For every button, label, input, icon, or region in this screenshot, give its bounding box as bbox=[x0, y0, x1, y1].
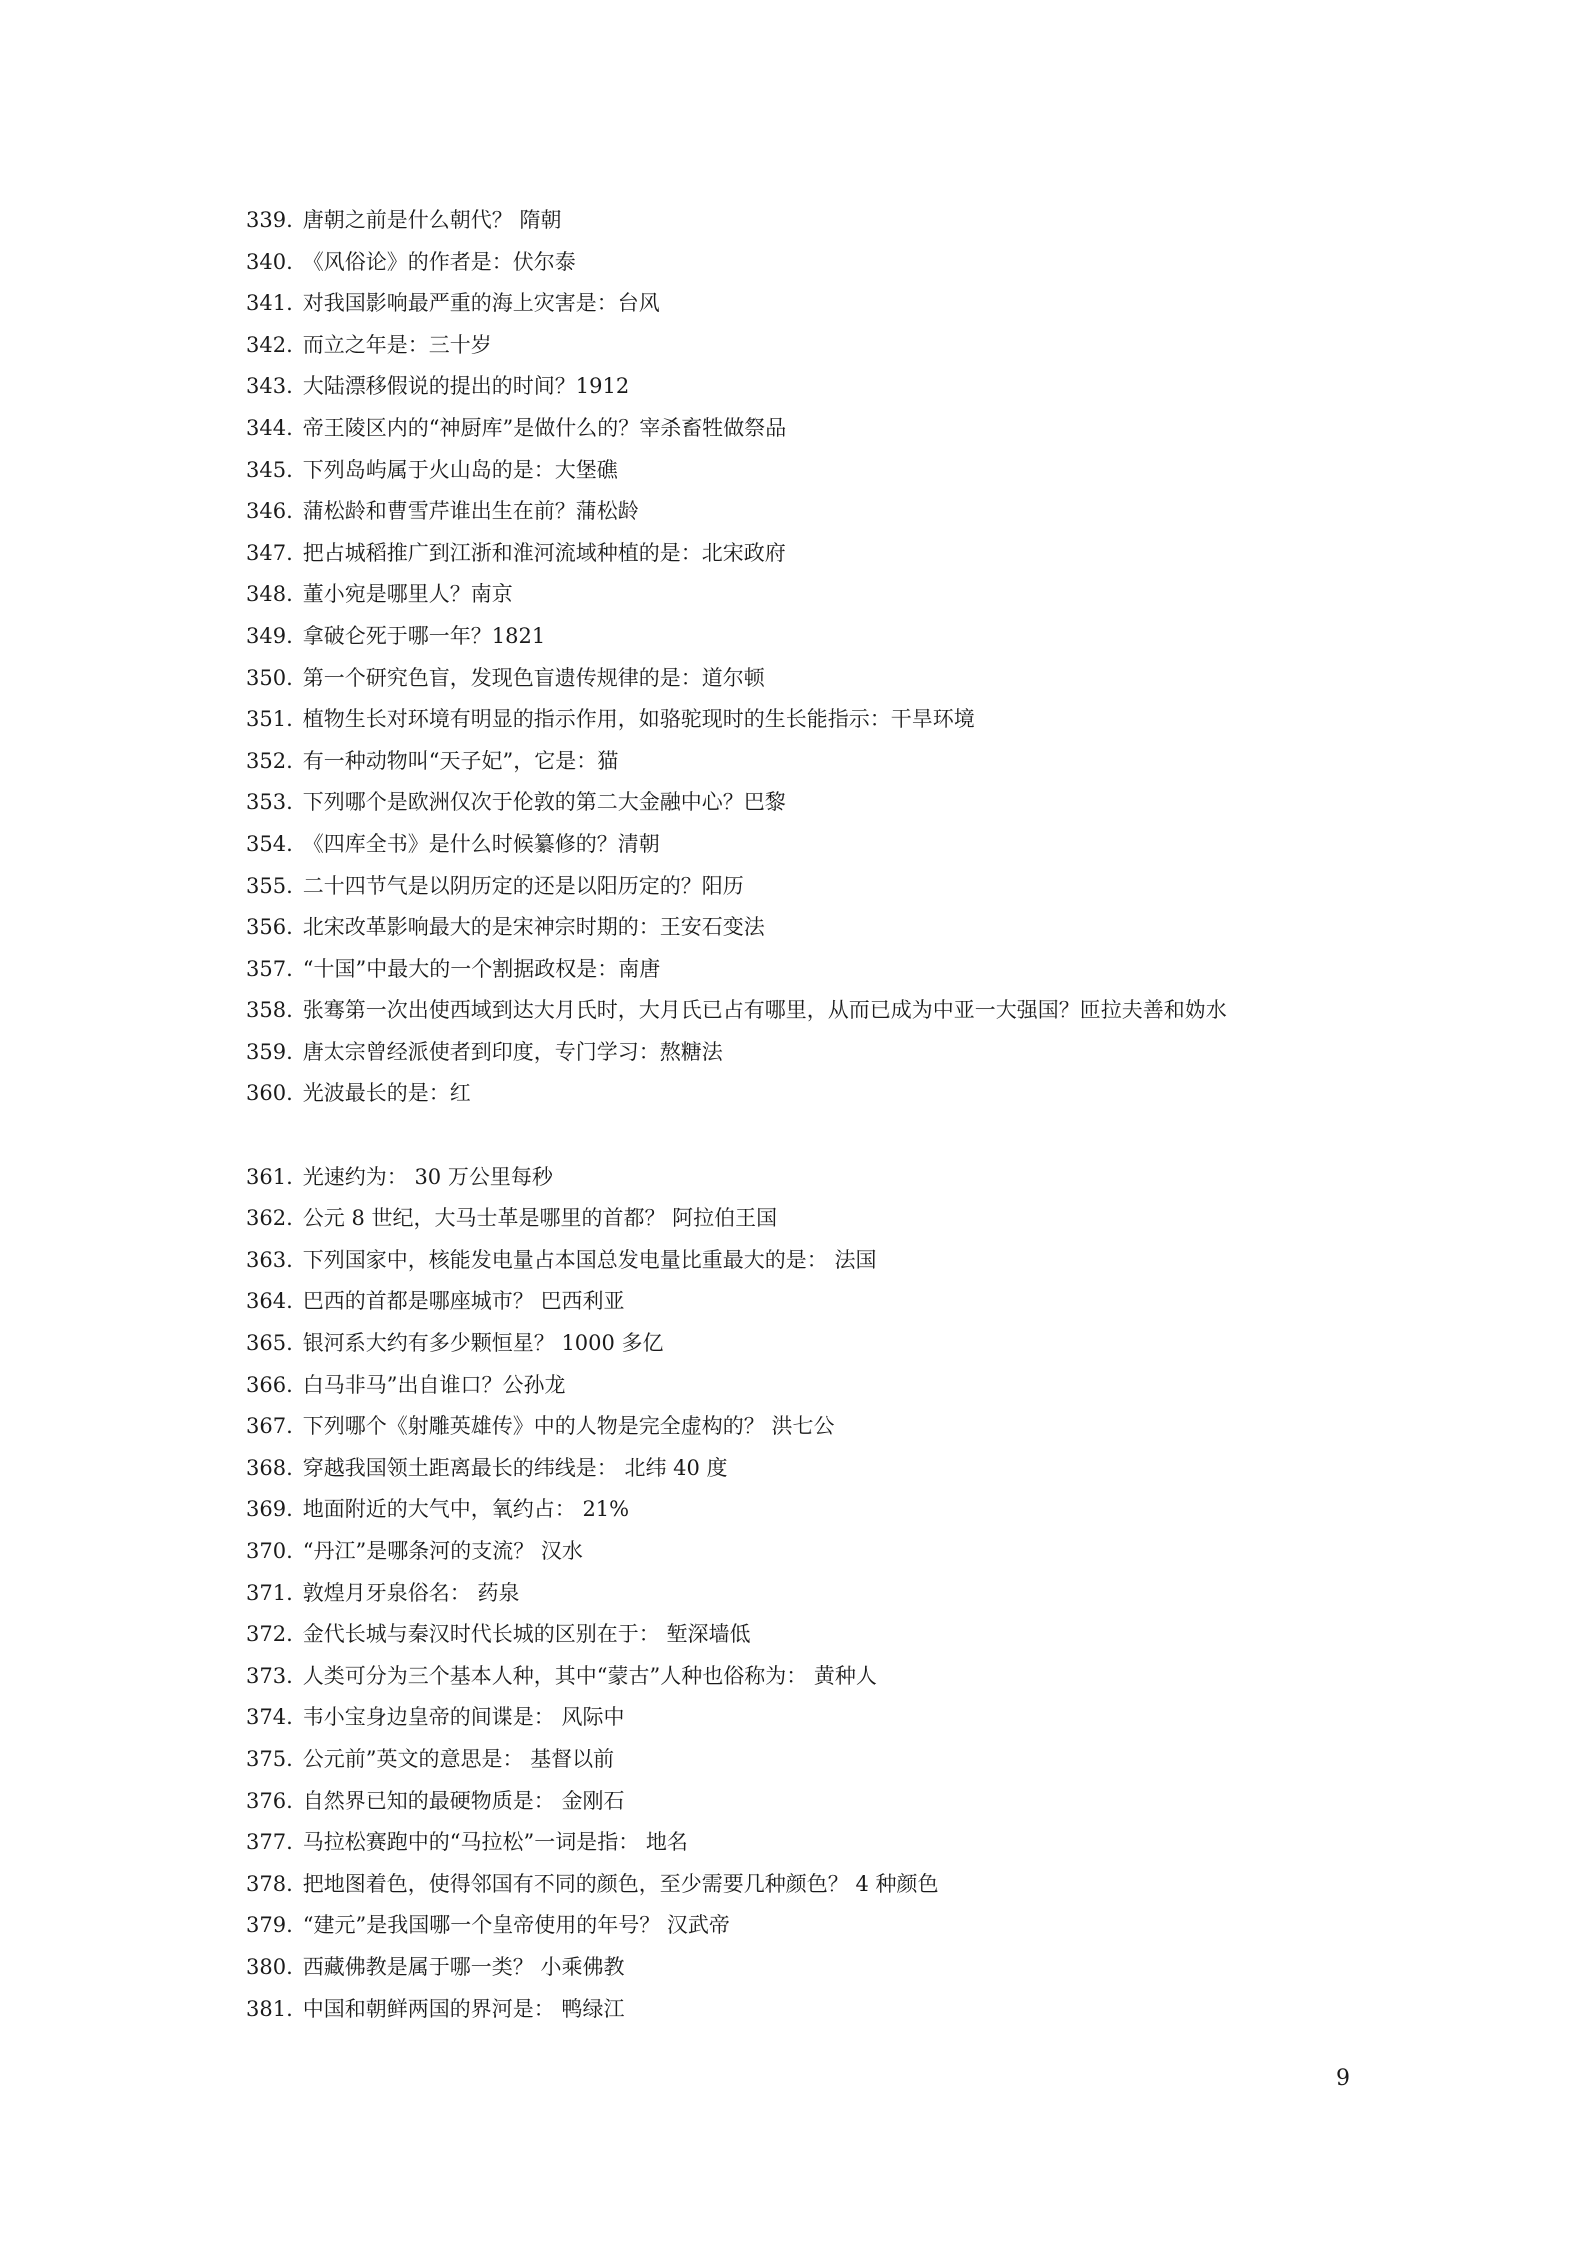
item-text: 《四库全书》是什么时候纂修的？清朝 bbox=[302, 831, 660, 856]
section-gap bbox=[246, 1115, 1396, 1157]
item-text: 白马非马”出自谁口？公孙龙 bbox=[302, 1372, 566, 1397]
list-item bbox=[246, 1157, 1396, 1199]
item-number: 381. bbox=[246, 1996, 293, 2021]
item-text: 张骞第一次出使西域到达大月氏时，大月氏已占有哪里，从而已成为中亚一大强国？匝拉夫善和妫水 bbox=[302, 998, 1227, 1023]
item-text: 拿破仑死于哪一年？1821 bbox=[302, 623, 546, 648]
item-text: 地面附近的大气中，氧约占： 21% bbox=[302, 1497, 630, 1522]
list-item bbox=[246, 1739, 1396, 1781]
list-item bbox=[246, 741, 1396, 783]
item-text: 植物生长对环境有明显的指示作用，如骆驼现时的生长能指示：干旱环境 bbox=[302, 707, 975, 732]
item-number: 372. bbox=[246, 1622, 293, 1647]
item-text: 人类可分为三个基本人种，其中“蒙古”人种也俗称为： 黄种人 bbox=[302, 1663, 877, 1688]
list-item bbox=[246, 1365, 1396, 1407]
item-number: 353. bbox=[246, 790, 293, 815]
list-item bbox=[246, 616, 1396, 658]
item-number: 357. bbox=[246, 956, 293, 981]
item-text: 对我国影响最严重的海上灾害是：台风 bbox=[302, 291, 660, 316]
item-number: 375. bbox=[246, 1746, 293, 1771]
list-item bbox=[246, 1781, 1396, 1823]
list-item bbox=[246, 1281, 1396, 1323]
list-item bbox=[246, 450, 1396, 492]
item-number: 360. bbox=[246, 1081, 293, 1106]
list-item bbox=[246, 866, 1396, 908]
item-text: “十国”中最大的一个割据政权是：南唐 bbox=[302, 956, 661, 981]
item-number: 364. bbox=[246, 1289, 293, 1314]
question-answer-list bbox=[246, 200, 1396, 2030]
list-item bbox=[246, 242, 1396, 284]
item-text: 银河系大约有多少颗恒星？ 1000 多亿 bbox=[302, 1331, 664, 1356]
item-number: 350. bbox=[246, 665, 293, 690]
item-number: 365. bbox=[246, 1331, 293, 1356]
list-item bbox=[246, 283, 1396, 325]
item-text: 唐太宗曾经派使者到印度，专门学习：熬糖法 bbox=[302, 1039, 723, 1064]
item-number: 378. bbox=[246, 1871, 293, 1896]
item-number: 348. bbox=[246, 582, 293, 607]
list-item bbox=[246, 574, 1396, 616]
item-number: 354. bbox=[246, 831, 293, 856]
list-item bbox=[246, 1198, 1396, 1240]
item-number: 339. bbox=[246, 208, 293, 232]
page-number: 9 bbox=[1336, 2066, 1350, 2091]
item-number: 368. bbox=[246, 1455, 293, 1480]
item-number: 361. bbox=[246, 1164, 293, 1189]
list-item bbox=[246, 1989, 1396, 2031]
list-item bbox=[246, 1947, 1396, 1989]
item-text: 中国和朝鲜两国的界河是： 鸭绿江 bbox=[302, 1996, 625, 2021]
list-item bbox=[246, 200, 1396, 242]
list-item bbox=[246, 491, 1396, 533]
item-text: 下列哪个是欧洲仅次于伦敦的第二大金融中心？巴黎 bbox=[302, 790, 786, 815]
item-text: 蒲松龄和曹雪芹谁出生在前？蒲松龄 bbox=[302, 499, 639, 524]
list-item bbox=[246, 1406, 1396, 1448]
item-text: 而立之年是：三十岁 bbox=[302, 332, 492, 357]
item-text: 把占城稻推广到江浙和淮河流域种植的是：北宋政府 bbox=[302, 540, 786, 565]
item-text: 董小宛是哪里人？南京 bbox=[302, 582, 513, 607]
list-item bbox=[246, 699, 1396, 741]
item-number: 374. bbox=[246, 1705, 293, 1730]
list-item bbox=[246, 824, 1396, 866]
item-text: 下列哪个《射雕英雄传》中的人物是完全虚构的？ 洪七公 bbox=[302, 1414, 835, 1439]
list-item bbox=[246, 1614, 1396, 1656]
item-text: 大陆漂移假说的提出的时间？1912 bbox=[302, 374, 630, 399]
item-text: 光波最长的是：红 bbox=[302, 1081, 471, 1106]
item-text: 穿越我国领土距离最长的纬线是： 北纬 40 度 bbox=[302, 1455, 728, 1480]
list-item bbox=[246, 1864, 1396, 1906]
list-item bbox=[246, 990, 1396, 1032]
item-text: 公元 8 世纪，大马士革是哪里的首都？ 阿拉伯王国 bbox=[302, 1206, 778, 1231]
item-text: “建元”是我国哪一个皇帝使用的年号？ 汉武帝 bbox=[302, 1913, 730, 1938]
item-number: 355. bbox=[246, 873, 293, 898]
list-item bbox=[246, 1489, 1396, 1531]
item-number: 366. bbox=[246, 1372, 293, 1397]
item-text: 金代长城与秦汉时代长城的区别在于： 堑深墙低 bbox=[302, 1622, 751, 1647]
item-text: 西藏佛教是属于哪一类？ 小乘佛教 bbox=[302, 1954, 625, 1979]
item-text: 有一种动物叫“天子妃”，它是：猫 bbox=[302, 748, 619, 773]
list-item bbox=[246, 533, 1396, 575]
list-item bbox=[246, 1323, 1396, 1365]
list-item bbox=[246, 1032, 1396, 1074]
item-text: 下列国家中，核能发电量占本国总发电量比重最大的是： 法国 bbox=[302, 1247, 877, 1272]
item-text: 唐朝之前是什么朝代？ 隋朝 bbox=[302, 208, 562, 232]
item-text: 《风俗论》的作者是：伏尔泰 bbox=[302, 249, 576, 274]
list-item bbox=[246, 1073, 1396, 1115]
item-number: 376. bbox=[246, 1788, 293, 1813]
list-item bbox=[246, 1822, 1396, 1864]
list-item bbox=[246, 1573, 1396, 1615]
list-item bbox=[246, 949, 1396, 991]
item-text: 敦煌月牙泉俗名： 药泉 bbox=[302, 1580, 520, 1605]
item-text: 帝王陵区内的“神厨库”是做什么的？宰杀畜牲做祭品 bbox=[302, 415, 787, 440]
item-number: 349. bbox=[246, 623, 293, 648]
item-number: 352. bbox=[246, 748, 293, 773]
list-item bbox=[246, 1697, 1396, 1739]
item-text: 北宋改革影响最大的是宋神宗时期的：王安石变法 bbox=[302, 915, 765, 940]
item-number: 347. bbox=[246, 540, 293, 565]
list-item bbox=[246, 408, 1396, 450]
list-item bbox=[246, 325, 1396, 367]
item-number: 371. bbox=[246, 1580, 293, 1605]
list-item bbox=[246, 782, 1396, 824]
item-number: 346. bbox=[246, 499, 293, 524]
item-number: 340. bbox=[246, 249, 293, 274]
item-text: 把地图着色，使得邻国有不同的颜色，至少需要几种颜色？ 4 种颜色 bbox=[302, 1871, 939, 1896]
item-number: 380. bbox=[246, 1954, 293, 1979]
item-text: 下列岛屿属于火山岛的是：大堡礁 bbox=[302, 457, 618, 482]
item-number: 343. bbox=[246, 374, 293, 399]
list-item bbox=[246, 1240, 1396, 1282]
item-number: 345. bbox=[246, 457, 293, 482]
item-number: 362. bbox=[246, 1206, 293, 1231]
item-number: 341. bbox=[246, 291, 293, 316]
item-text: 韦小宝身边皇帝的间谍是： 风际中 bbox=[302, 1705, 625, 1730]
item-number: 359. bbox=[246, 1039, 293, 1064]
item-number: 373. bbox=[246, 1663, 293, 1688]
item-text: 第一个研究色盲，发现色盲遗传规律的是：道尔顿 bbox=[302, 665, 765, 690]
item-text: 巴西的首都是哪座城市？ 巴西利亚 bbox=[302, 1289, 625, 1314]
item-number: 358. bbox=[246, 998, 293, 1023]
item-text: 二十四节气是以阴历定的还是以阳历定的？阳历 bbox=[302, 873, 744, 898]
list-item bbox=[246, 366, 1396, 408]
list-item bbox=[246, 1448, 1396, 1490]
item-number: 379. bbox=[246, 1913, 293, 1938]
list-item bbox=[246, 1905, 1396, 1947]
item-text: 自然界已知的最硬物质是： 金刚石 bbox=[302, 1788, 625, 1813]
item-number: 342. bbox=[246, 332, 293, 357]
item-text: 光速约为： 30 万公里每秒 bbox=[302, 1164, 553, 1189]
item-number: 370. bbox=[246, 1539, 293, 1563]
item-number: 356. bbox=[246, 915, 293, 940]
item-number: 367. bbox=[246, 1414, 293, 1439]
item-number: 351. bbox=[246, 707, 293, 732]
item-text: 公元前”英文的意思是： 基督以前 bbox=[302, 1746, 615, 1771]
list-item bbox=[246, 907, 1396, 949]
item-text: 马拉松赛跑中的“马拉松”一词是指： 地名 bbox=[302, 1830, 688, 1855]
list-item bbox=[246, 1656, 1396, 1698]
item-text: “丹江”是哪条河的支流？ 汉水 bbox=[302, 1539, 583, 1563]
list-item bbox=[246, 658, 1396, 700]
item-number: 344. bbox=[246, 415, 293, 440]
item-number: 369. bbox=[246, 1497, 293, 1522]
item-number: 377. bbox=[246, 1830, 293, 1855]
item-number: 363. bbox=[246, 1247, 293, 1272]
list-item bbox=[246, 1531, 1396, 1573]
